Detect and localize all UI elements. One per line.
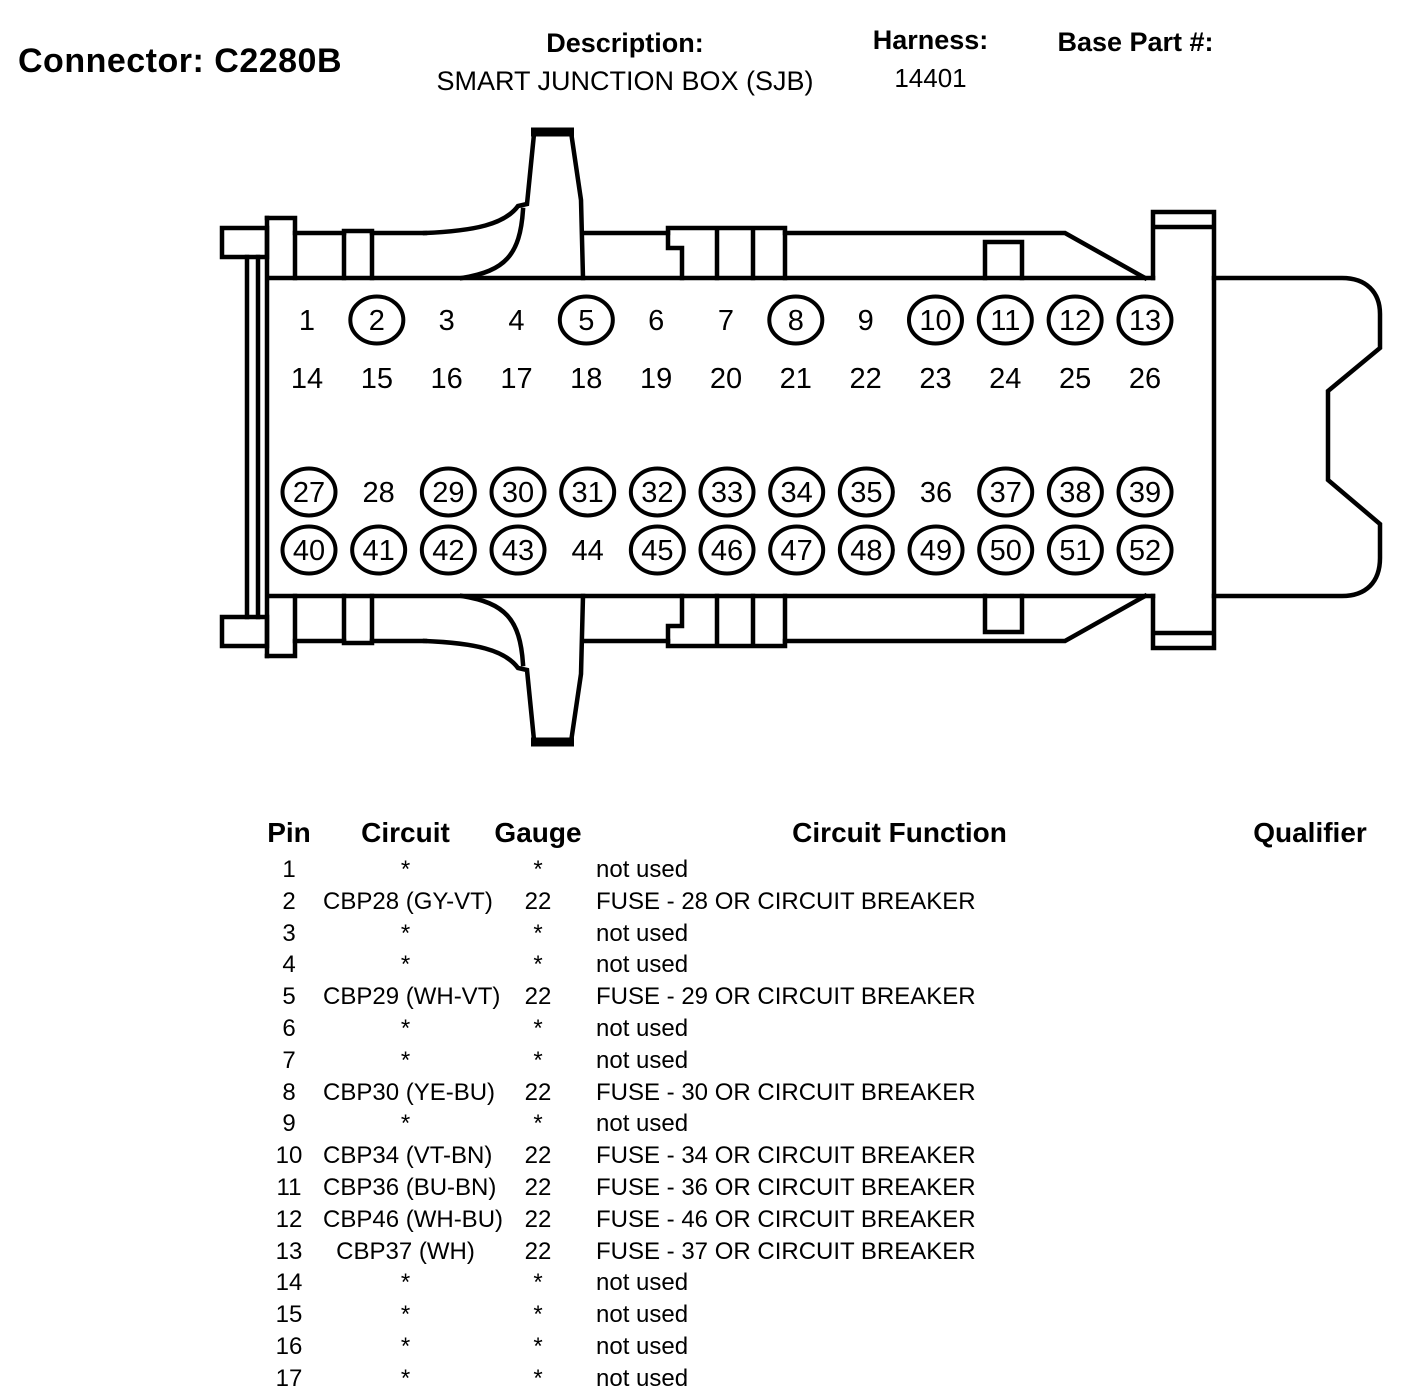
pin-number: 14 xyxy=(290,363,324,395)
pin-number: 1 xyxy=(298,305,316,337)
qualifier-cell xyxy=(1211,1108,1408,1140)
pin-number: 40 xyxy=(292,535,326,567)
qualifier-cell xyxy=(1211,918,1408,950)
gauge-cell: * xyxy=(533,1110,543,1138)
pin-number: 3 xyxy=(438,305,455,337)
circuit-function-cell: FUSE - 36 OR CIRCUIT BREAKER xyxy=(596,1173,976,1201)
qualifier-cell xyxy=(1211,1045,1408,1077)
gauge-cell: 22 xyxy=(524,1205,552,1233)
pin-number: 9 xyxy=(857,305,874,337)
pin-number: 27 xyxy=(292,477,326,509)
pin-number: 6 xyxy=(648,305,665,337)
gauge-cell: * xyxy=(533,1332,543,1360)
gauge-cell: * xyxy=(533,1269,543,1297)
qualifier-cell xyxy=(1211,1267,1408,1299)
pin-number: 22 xyxy=(849,363,882,395)
pin-number: 32 xyxy=(641,477,674,509)
pin-cell: 4 xyxy=(282,951,296,979)
circuit-function-cell: FUSE - 46 OR CIRCUIT BREAKER xyxy=(596,1205,976,1233)
pin-number: 29 xyxy=(432,477,465,509)
circuit-cell: * xyxy=(400,1110,411,1138)
pin-number: 16 xyxy=(430,363,463,395)
circuit-cell: * xyxy=(400,856,411,883)
circuit-function-cell: FUSE - 34 OR CIRCUIT BREAKER xyxy=(596,1142,976,1170)
pin-number: 23 xyxy=(919,363,952,395)
circuit-function-cell: not used xyxy=(596,919,689,947)
pin-cell: 1 xyxy=(282,856,296,883)
pin-cell: 12 xyxy=(275,1205,303,1233)
pin-number: 2 xyxy=(368,305,385,337)
pin-number: 10 xyxy=(919,305,952,337)
pin-number: 49 xyxy=(919,535,953,567)
circuit-function-cell: not used xyxy=(596,1014,689,1042)
circuit-function-cell: FUSE - 28 OR CIRCUIT BREAKER xyxy=(596,887,976,915)
pin-number: 15 xyxy=(360,363,393,395)
table-row xyxy=(255,854,1408,886)
table-row xyxy=(255,1331,1408,1363)
circuit-function-cell: not used xyxy=(596,1332,689,1360)
gauge-cell: * xyxy=(533,1364,543,1392)
pin-number: 42 xyxy=(432,535,465,567)
table-row xyxy=(255,981,1408,1013)
pin-number: 38 xyxy=(1059,477,1092,509)
qualifier-cell xyxy=(1211,1013,1408,1045)
circuit-cell: CBP36 (BU-BN) xyxy=(323,1173,497,1201)
connector-outline xyxy=(222,132,1380,742)
col-header-circuit-function: Circuit Function xyxy=(792,817,1007,848)
pin-number: 52 xyxy=(1128,535,1162,567)
pin-cell: 8 xyxy=(282,1078,296,1106)
connector-diagram xyxy=(200,110,1408,770)
circuit-cell: * xyxy=(400,1269,411,1297)
pin-number: 45 xyxy=(641,535,674,567)
qualifier-cell xyxy=(1211,981,1408,1013)
pin-number: 11 xyxy=(990,305,1021,337)
pin-number: 31 xyxy=(571,477,604,509)
pin-cell: 17 xyxy=(275,1364,303,1392)
tower-caps xyxy=(531,132,574,742)
pin-number: 4 xyxy=(508,305,525,337)
description-label: Description: xyxy=(546,28,704,58)
pin-number: 24 xyxy=(989,363,1022,395)
pin-number: 51 xyxy=(1059,535,1092,567)
table-row xyxy=(255,1013,1408,1045)
circuit-cell: * xyxy=(400,951,411,979)
table-row xyxy=(255,918,1408,950)
pin-number: 50 xyxy=(989,535,1022,567)
qualifier-cell xyxy=(1211,886,1408,918)
table-row xyxy=(255,1045,1408,1077)
pin-number: 43 xyxy=(501,535,535,567)
pin-number: 8 xyxy=(787,305,804,337)
pin-number: 12 xyxy=(1058,305,1092,337)
circuit-cell: * xyxy=(400,1301,411,1329)
pin-number: 13 xyxy=(1128,305,1162,337)
pin-number: 44 xyxy=(571,535,604,567)
table-header-row xyxy=(255,818,1408,854)
harness-label: Harness: xyxy=(872,25,989,55)
pin-cell: 2 xyxy=(282,887,296,915)
qualifier-cell xyxy=(1211,854,1408,886)
table-row xyxy=(255,1172,1408,1204)
circuit-function-cell: FUSE - 30 OR CIRCUIT BREAKER xyxy=(596,1078,976,1106)
table-row xyxy=(255,1108,1408,1140)
table-row xyxy=(255,1299,1408,1331)
gauge-cell: * xyxy=(533,1301,543,1329)
gauge-cell: * xyxy=(533,1014,543,1042)
table-body xyxy=(255,854,1408,1395)
circuit-cell: * xyxy=(400,1046,411,1074)
gauge-cell: 22 xyxy=(524,1142,552,1170)
pin-cell: 6 xyxy=(282,1014,296,1042)
qualifier-cell xyxy=(1211,949,1408,981)
pin-cell: 9 xyxy=(282,1110,296,1138)
pin-number: 48 xyxy=(850,535,883,567)
pin-cell: 15 xyxy=(275,1301,303,1329)
col-header-circuit: Circuit xyxy=(361,817,450,848)
pin-number: 33 xyxy=(710,477,744,509)
circuit-cell: * xyxy=(400,919,411,947)
circuit-cell: CBP30 (YE-BU) xyxy=(323,1078,496,1106)
gauge-cell: * xyxy=(533,856,543,883)
gauge-cell: * xyxy=(533,919,543,947)
pin-cell: 5 xyxy=(282,983,296,1011)
table-row xyxy=(255,1267,1408,1299)
table-row xyxy=(255,1363,1408,1395)
pin-number: 19 xyxy=(640,363,673,395)
pin-number: 34 xyxy=(780,477,813,509)
circuit-function-cell: FUSE - 37 OR CIRCUIT BREAKER xyxy=(596,1237,976,1265)
pin-cell: 13 xyxy=(275,1237,303,1265)
pin-number: 28 xyxy=(362,477,395,509)
qualifier-cell xyxy=(1211,1172,1408,1204)
qualifier-cell xyxy=(1211,1140,1408,1172)
circuit-cell: CBP34 (VT-BN) xyxy=(323,1142,493,1170)
pin-number: 39 xyxy=(1128,477,1162,509)
circuit-cell: * xyxy=(400,1014,411,1042)
gauge-cell: 22 xyxy=(524,1078,552,1106)
qualifier-cell xyxy=(1211,1363,1408,1395)
pin-cell: 11 xyxy=(276,1173,302,1201)
col-header-pin: Pin xyxy=(267,817,311,848)
pin-number: 5 xyxy=(578,305,595,337)
pin-cell: 10 xyxy=(275,1142,303,1170)
pin-number: 47 xyxy=(780,535,813,567)
base-part-label: Base Part #: xyxy=(1057,27,1214,57)
pin-cell: 16 xyxy=(275,1332,303,1360)
harness-value: 14401 xyxy=(894,63,967,93)
circuit-function-cell: not used xyxy=(596,1301,689,1329)
circuit-cell: * xyxy=(400,1332,411,1360)
pin-table xyxy=(255,818,1408,1395)
table-row xyxy=(255,886,1408,918)
pin-cell: 7 xyxy=(282,1046,296,1074)
gauge-cell: * xyxy=(533,1046,543,1074)
pin-number: 17 xyxy=(500,363,533,395)
circuit-function-cell: not used xyxy=(596,1110,689,1138)
gauge-cell: 22 xyxy=(524,983,552,1011)
qualifier-cell xyxy=(1211,1204,1408,1236)
pin-number: 18 xyxy=(570,363,603,395)
table-row xyxy=(255,1140,1408,1172)
pin-number: 46 xyxy=(710,535,744,567)
circuit-function-cell: not used xyxy=(596,1364,689,1392)
qualifier-cell xyxy=(1211,1299,1408,1331)
circuit-cell: CBP46 (WH-BU) xyxy=(323,1205,504,1233)
circuit-function-cell: not used xyxy=(596,1046,689,1074)
pin-number: 41 xyxy=(362,535,395,567)
pin-number: 25 xyxy=(1058,363,1092,395)
circuit-function-cell: FUSE - 29 OR CIRCUIT BREAKER xyxy=(596,983,976,1011)
qualifier-cell xyxy=(1211,1331,1408,1363)
qualifier-cell xyxy=(1211,1077,1408,1109)
table-row xyxy=(255,1204,1408,1236)
circuit-cell: CBP37 (WH) xyxy=(336,1237,475,1265)
pin-number: 30 xyxy=(501,477,535,509)
table-row xyxy=(255,1236,1408,1268)
gauge-cell: * xyxy=(533,951,543,979)
pin-number: 36 xyxy=(919,477,953,509)
circuit-cell: * xyxy=(400,1364,411,1392)
pin-cell: 3 xyxy=(282,919,296,947)
circuit-function-cell: not used xyxy=(596,856,689,883)
pin-number: 20 xyxy=(709,363,743,395)
description-value: SMART JUNCTION BOX (SJB) xyxy=(436,66,814,96)
pin-number: 35 xyxy=(850,477,883,509)
gauge-cell: 22 xyxy=(524,1237,552,1265)
circuit-cell: CBP29 (WH-VT) xyxy=(323,983,501,1011)
col-header-gauge: Gauge xyxy=(494,817,582,848)
qualifier-cell xyxy=(1211,1236,1408,1268)
pin-number: 37 xyxy=(989,477,1022,509)
col-header-qualifier: Qualifier xyxy=(1253,817,1367,848)
circuit-cell: CBP28 (GY-VT) xyxy=(323,887,493,915)
gauge-cell: 22 xyxy=(524,1173,552,1201)
circuit-function-cell: not used xyxy=(596,951,689,979)
gauge-cell: 22 xyxy=(524,887,552,915)
pin-number: 21 xyxy=(779,363,812,395)
pin-number: 7 xyxy=(717,305,735,337)
pin-layer xyxy=(283,297,1172,574)
circuit-function-cell: not used xyxy=(596,1269,689,1297)
table-row xyxy=(255,1077,1408,1109)
pin-number: 26 xyxy=(1128,363,1162,395)
pin-cell: 14 xyxy=(275,1269,303,1297)
table-row xyxy=(255,949,1408,981)
connector-title: Connector: C2280B xyxy=(18,42,343,80)
